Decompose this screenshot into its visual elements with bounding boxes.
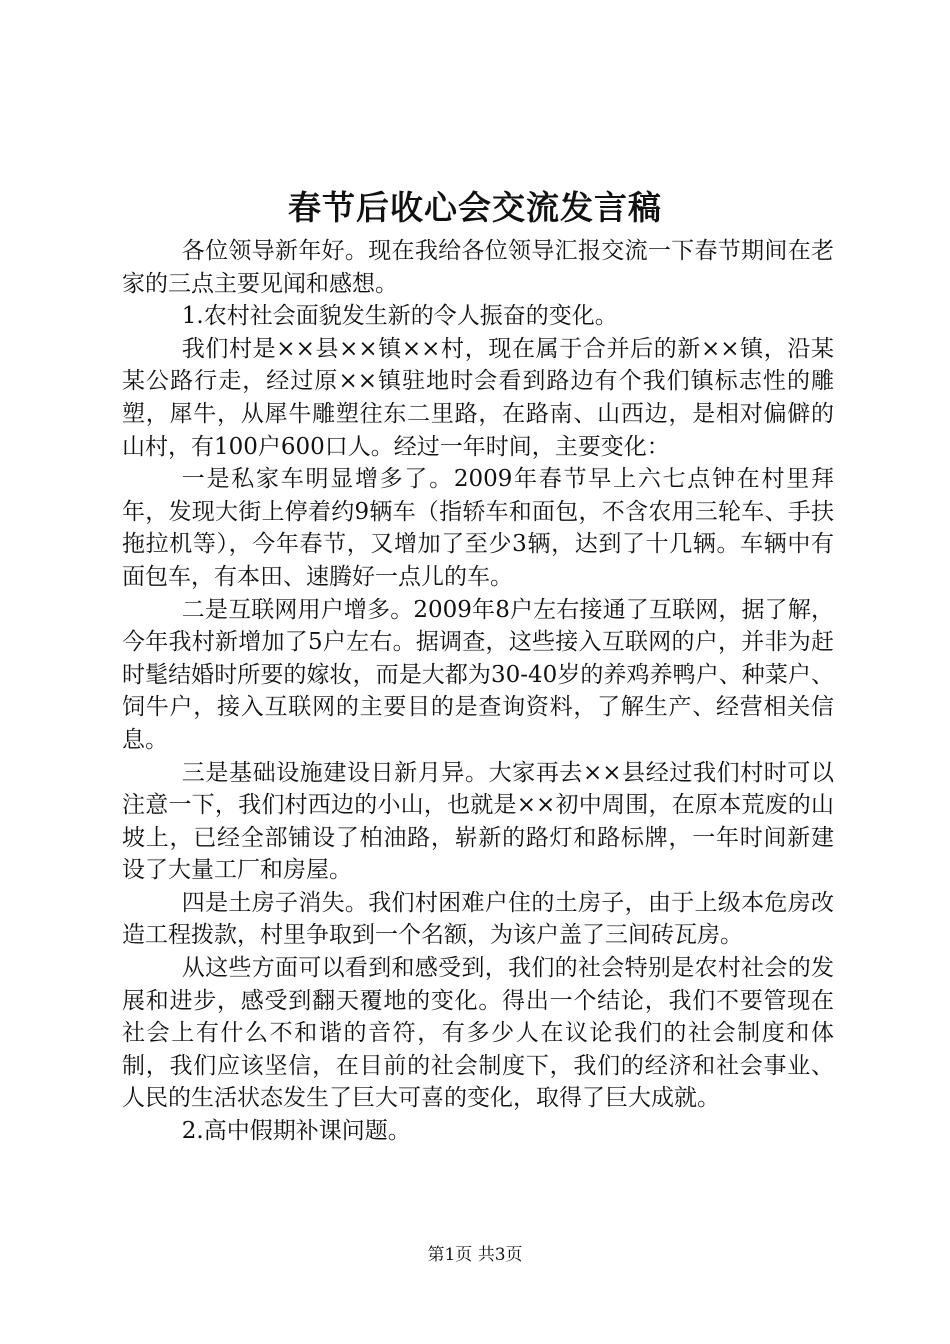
page-footer: 第1页 共3页 — [427, 1245, 523, 1265]
paragraph-heading-2: 2.高中假期补课问题。 — [181, 1118, 411, 1145]
paragraph-village-intro: 我们村是××县××镇××村，现在属于合并后的新××镇，沿某某公路行走，经过原××镇驻地时会看到路边有个我们镇标志性的雕塑，犀牛，从犀牛雕塑往东二里路，在路南、山西边，是相对偏僻的山村，有100户600口人。经过一年时间，主要变化： — [122, 335, 834, 460]
paragraph-infrastructure: 三是基础设施建设日新月异。大家再去××县经过我们村时可以注意一下，我们村西边的小山，也就是××初中周围，在原本荒废的山坡上，已经全部铺设了柏油路，崭新的路灯和路标牌，一年时间新建设了大量工厂和房屋。 — [122, 759, 834, 884]
paragraph-earth-houses: 四是土房子消失。我们村困难户住的土房子，由于上级本危房改造工程拨款，村里争取到一个名额，为该户盖了三间砖瓦房。 — [122, 889, 834, 949]
paragraph-conclusion: 从这些方面可以看到和感受到，我们的社会特别是农村社会的发展和进步，感受到翻天覆地的变化。得出一个结论，我们不要管现在社会上有什么不和谐的音符，有多少人在议论我们的社会制度和体制，我们应该坚信，在目前的社会制度下，我们的经济和社会事业、人民的生活状态发生了巨大可喜的变化，取得了巨大成就。 — [122, 955, 834, 1112]
paragraph-greeting: 各位领导新年好。现在我给各位领导汇报交流一下春节期间在老家的三点主要见闻和感想。 — [122, 238, 834, 297]
document-title: 春节后收心会交流发言稿 — [288, 188, 662, 227]
paragraph-internet-users: 二是互联网用户增多。2009年8户左右接通了互联网，据了解，今年我村新增加了5户左右。据调查，这些接入互联网的户，并非为赶时髦结婚时所要的嫁妆，而是大都为30-40岁的养鸡养鸭户、种菜户、饲牛户，接入互联网的主要目的是查询资料，了解生产、经营相关信息。 — [122, 596, 834, 753]
document-body — [122, 235, 834, 1148]
paragraph-private-cars: 一是私家车明显增多了。2009年春节早上六七点钟在村里拜年，发现大街上停着约9辆车（指轿车和面包，不含农用三轮车、手扶拖拉机等），今年春节，又增加了至少3辆，达到了十几辆。车辆中有面包车，有本田、速腾好一点儿的车。 — [122, 466, 834, 590]
paragraph-heading-1: 1.农村社会面貌发生新的令人振奋的变化。 — [181, 303, 618, 330]
